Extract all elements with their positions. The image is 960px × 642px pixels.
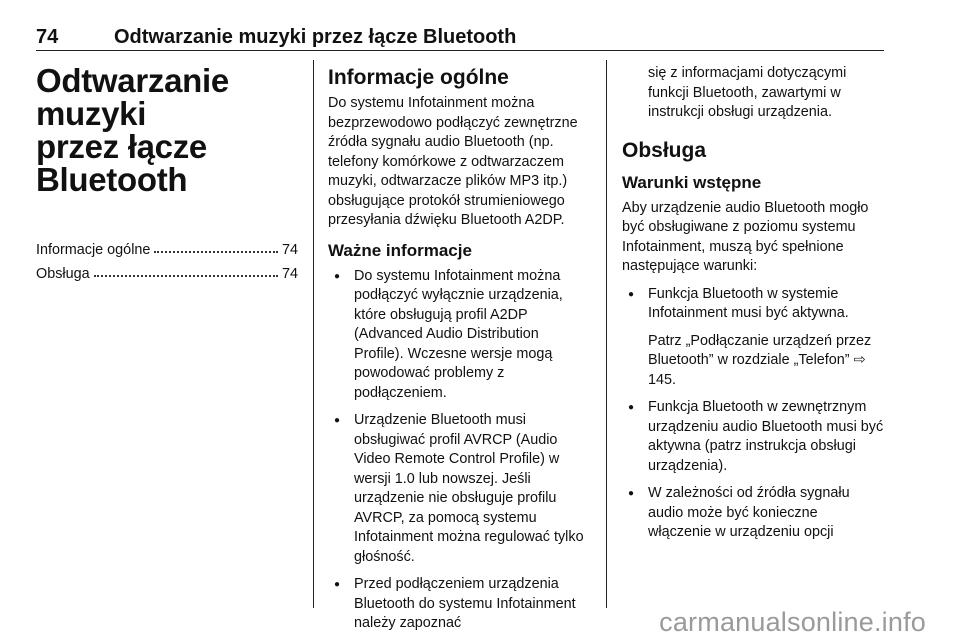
page-header xyxy=(36,22,884,51)
toc-leader-dots xyxy=(94,275,278,277)
toc-entry-page: 74 xyxy=(281,266,298,282)
watermark: carmanualsonline.info xyxy=(659,607,926,637)
bullet-list xyxy=(328,267,592,634)
bullet-item: ● Urządzenie Bluetooth musi obsługiwać profil AVRCP (Audio Video Remote Control Profile) w wersji 1.0 lub nowszej. Jeśli urządzenie nie obsługuje profilu AVRCP, za pomocą systemu Infotainment można regulować tylko głośność. xyxy=(328,411,592,567)
table-of-contents xyxy=(36,234,298,282)
section-heading: Obsługa xyxy=(622,138,707,162)
chapter-title-line: Bluetooth xyxy=(36,161,188,198)
bullet-item: ● W zależności od źródła sygnału audio może być konieczne włączenie w urządzeniu opcji xyxy=(622,484,884,543)
bullet-list xyxy=(622,398,884,543)
chapter-title-line: przez łącze xyxy=(36,128,207,165)
bullet-item: ● Do systemu Infotainment można podłączyć wyłącznie urządzenia, które obsługują profil A2DP (Advanced Audio Distribution Profile). Wczesne wersje mogą powodować problemy z podłączeniem. xyxy=(328,267,592,404)
column-right xyxy=(622,56,884,551)
toc-entry-label: Obsługa xyxy=(36,266,90,282)
column-divider xyxy=(606,60,607,608)
continued-text: się z informacjami dotyczącymi funkcji Bluetooth, zawartymi w instrukcji obsługi urządzenia. xyxy=(648,65,847,120)
toc-entry-label: Informacje ogólne xyxy=(36,242,151,258)
toc-entry[interactable] xyxy=(36,258,298,282)
toc-entry-page: 74 xyxy=(281,242,298,258)
bullet-item: ● Przed podłączeniem urządzenia Bluetooth do systemu Infotainment należy zapoznać xyxy=(328,575,592,634)
toc-leader-dots xyxy=(154,251,278,253)
page-number: 74 xyxy=(36,26,59,48)
subsection-heading: Warunki wstępne xyxy=(622,172,762,192)
bullet-item: ● Funkcja Bluetooth w systemie Infotainment musi być aktywna. xyxy=(622,285,884,324)
bullet-item: ● Funkcja Bluetooth w zewnętrznym urządzeniu audio Bluetooth musi być aktywna (patrz instrukcja obsługi urządzenia). xyxy=(622,398,884,476)
chapter-title xyxy=(36,64,298,196)
intro-paragraph: Aby urządzenie audio Bluetooth mogło być obsługiwane z poziomu systemu Infotainment, muszą być spełnione następujące warunki: xyxy=(622,199,869,274)
column-divider xyxy=(313,60,314,608)
column-middle xyxy=(328,56,592,642)
toc-entry[interactable] xyxy=(36,234,298,258)
section-heading: Informacje ogólne xyxy=(328,66,509,89)
column-left xyxy=(36,56,298,282)
intro-paragraph: Do systemu Infotainment można bezprzewodowo podłączyć zewnętrzne źródła sygnału audio Bluetooth (np. telefony komórkowe z odtwarzaczem muzyki, odtwarzacze plików MP3 itp.) obsługujące protokół strumieniowego przesyłania dźwięku Bluetooth A2DP. xyxy=(328,95,578,228)
subsection-heading: Ważne informacje xyxy=(328,240,472,260)
cross-reference-note: Patrz „Podłączanie urządzeń przez Bluetooth” w rozdziale „Telefon” ⇨ 145. xyxy=(648,332,872,388)
chapter-title-line: Odtwarzanie muzyki xyxy=(36,62,229,132)
running-title: Odtwarzanie muzyki przez łącze Bluetooth xyxy=(114,26,517,48)
bullet-list xyxy=(622,285,884,324)
